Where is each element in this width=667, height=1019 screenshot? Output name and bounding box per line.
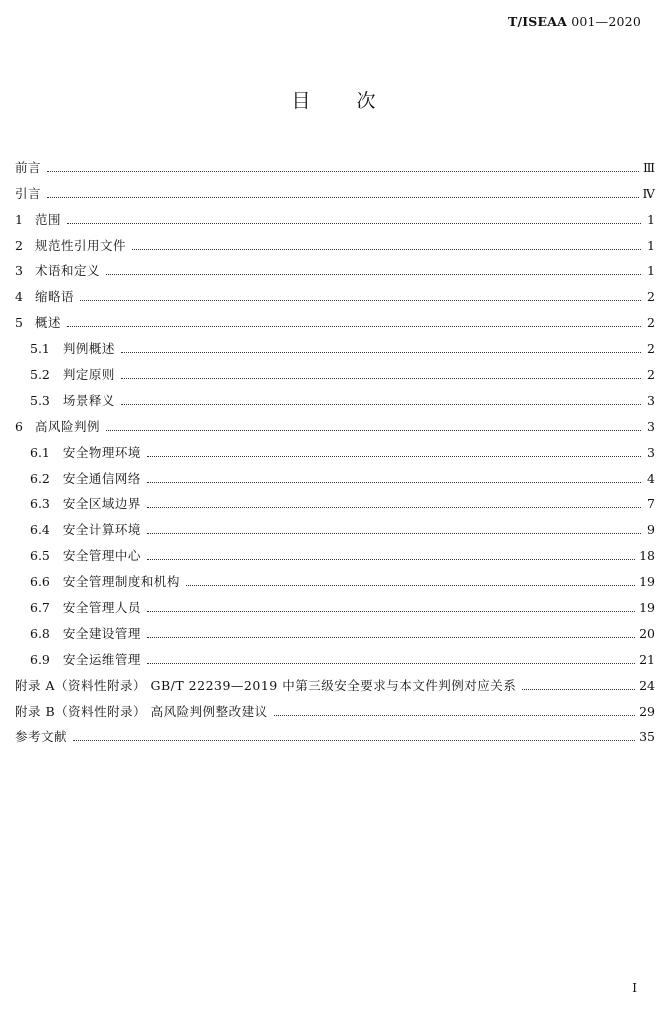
toc-entry-number: 6.4 xyxy=(30,522,50,538)
toc-leader-dots xyxy=(80,300,641,301)
toc-entry[interactable] xyxy=(15,487,655,513)
toc-entry-number: 6.8 xyxy=(30,625,50,641)
toc-entry[interactable] xyxy=(15,616,655,642)
document-code-number: 001—2020 xyxy=(567,14,641,29)
toc-leader-dots xyxy=(132,249,641,250)
toc-entry-number: 3 xyxy=(15,263,23,279)
toc-entry-page: 3 xyxy=(647,418,655,434)
toc-entry-number: 6.6 xyxy=(30,574,50,590)
toc-entry-title: 安全管理制度和机构 xyxy=(62,574,180,590)
toc-leader-dots xyxy=(67,223,641,224)
toc-entry-title: 附录 A（资料性附录） GB/T 22239—2019 中第三级安全要求与本文件判例对应关系 xyxy=(15,677,517,693)
toc-entry[interactable] xyxy=(15,538,655,564)
page-title-left: 目 xyxy=(291,90,311,112)
toc-entry-title: 概述 xyxy=(34,315,61,331)
toc-entry-title: 判定原则 xyxy=(62,367,115,383)
toc-entry[interactable] xyxy=(15,668,655,694)
toc-entry-title: 安全计算环境 xyxy=(62,522,141,538)
toc-entry-number: 6 xyxy=(15,418,23,434)
toc-entry-page: 18 xyxy=(639,548,655,564)
toc-entry[interactable] xyxy=(15,590,655,616)
toc-entry-title: 前言 xyxy=(15,159,42,175)
toc-entry-page: 1 xyxy=(647,263,655,279)
toc-entry[interactable] xyxy=(15,331,655,357)
toc-entry-title: 术语和定义 xyxy=(34,263,100,279)
toc-leader-dots xyxy=(522,689,635,690)
toc-entry[interactable] xyxy=(15,564,655,590)
toc-entry-title: 安全运维管理 xyxy=(62,651,141,667)
toc-entry-page: 19 xyxy=(639,600,655,616)
toc-entry[interactable] xyxy=(15,435,655,461)
toc-entry-page: Ⅲ xyxy=(642,159,655,175)
toc-entry[interactable] xyxy=(15,512,655,538)
toc-entry-title: 场景释义 xyxy=(62,392,115,408)
toc-entry-page: 21 xyxy=(639,651,655,667)
toc-entry-page: 4 xyxy=(647,470,655,486)
toc-leader-dots xyxy=(147,533,641,534)
toc-entry-page: Ⅳ xyxy=(642,185,655,201)
toc-entry-number: 5.3 xyxy=(30,392,50,408)
toc-entry-title: 安全区域边界 xyxy=(62,496,141,512)
toc-entry[interactable] xyxy=(15,357,655,383)
toc-entry-title: 规范性引用文件 xyxy=(34,237,126,253)
toc-leader-dots xyxy=(147,559,635,560)
toc-entry[interactable] xyxy=(15,176,655,202)
toc-leader-dots xyxy=(186,585,635,586)
toc-entry-title: 参考文献 xyxy=(15,729,68,745)
toc-entry[interactable] xyxy=(15,202,655,228)
toc-entry-number: 5 xyxy=(15,315,23,331)
toc-leader-dots xyxy=(121,352,641,353)
toc-entry-page: 9 xyxy=(647,522,655,538)
toc-entry-page: 35 xyxy=(639,729,655,745)
toc-entry-page: 20 xyxy=(639,625,655,641)
toc-entry-number: 4 xyxy=(15,289,23,305)
toc-entry-page: 1 xyxy=(647,211,655,227)
toc-leader-dots xyxy=(121,378,641,379)
toc-entry-page: 2 xyxy=(647,289,655,305)
toc-entry[interactable] xyxy=(15,383,655,409)
toc-leader-dots xyxy=(121,404,641,405)
toc-entry-page: 3 xyxy=(647,392,655,408)
toc-entry-title: 安全通信网络 xyxy=(62,470,141,486)
toc-entry[interactable] xyxy=(15,694,655,720)
toc-entry-title: 安全物理环境 xyxy=(62,444,141,460)
toc-entry-title: 安全建设管理 xyxy=(62,625,141,641)
toc-entry-number: 6.3 xyxy=(30,496,50,512)
toc-entry[interactable] xyxy=(15,228,655,254)
document-code-prefix: T/ISEAA xyxy=(507,14,568,29)
toc-leader-dots xyxy=(73,740,635,741)
toc-entry[interactable] xyxy=(15,461,655,487)
toc-entry[interactable] xyxy=(15,409,655,435)
toc-entry-page: 1 xyxy=(647,237,655,253)
toc-entry-page: 2 xyxy=(647,367,655,383)
toc-entry[interactable] xyxy=(15,150,655,176)
toc-entry[interactable] xyxy=(15,642,655,668)
document-code xyxy=(508,14,641,29)
toc-entry-number: 2 xyxy=(15,237,23,253)
toc-entry-number: 5.1 xyxy=(30,341,50,357)
toc-leader-dots xyxy=(147,637,635,638)
table-of-contents xyxy=(15,150,655,745)
toc-entry-title: 范围 xyxy=(34,211,61,227)
toc-leader-dots xyxy=(147,611,635,612)
toc-entry-page: 24 xyxy=(639,677,655,693)
page-title xyxy=(0,86,667,113)
toc-entry-number: 6.2 xyxy=(30,470,50,486)
toc-entry-title: 安全管理中心 xyxy=(62,548,141,564)
toc-entry-title: 判例概述 xyxy=(62,341,115,357)
toc-entry-number: 6.1 xyxy=(30,444,50,460)
toc-entry[interactable] xyxy=(15,254,655,280)
toc-entry-page: 7 xyxy=(647,496,655,512)
toc-leader-dots xyxy=(147,482,641,483)
toc-leader-dots xyxy=(106,430,641,431)
toc-entry-number: 6.7 xyxy=(30,600,50,616)
toc-entry-page: 2 xyxy=(647,341,655,357)
toc-entry-title: 引言 xyxy=(15,185,42,201)
toc-leader-dots xyxy=(106,274,641,275)
toc-entry-page: 2 xyxy=(647,315,655,331)
toc-leader-dots xyxy=(47,197,638,198)
toc-entry-number: 6.5 xyxy=(30,548,50,564)
toc-leader-dots xyxy=(274,715,635,716)
toc-leader-dots xyxy=(47,171,639,172)
toc-entry-page: 19 xyxy=(639,574,655,590)
toc-leader-dots xyxy=(147,507,641,508)
toc-entry[interactable] xyxy=(15,720,655,746)
toc-entry-page: 3 xyxy=(647,444,655,460)
toc-entry[interactable] xyxy=(15,305,655,331)
toc-entry-title: 缩略语 xyxy=(34,289,74,305)
toc-leader-dots xyxy=(67,326,641,327)
toc-entry-title: 安全管理人员 xyxy=(62,600,141,616)
page-number: I xyxy=(632,981,637,995)
toc-entry-title: 高风险判例 xyxy=(34,418,100,434)
toc-entry-title: 附录 B（资料性附录） 高风险判例整改建议 xyxy=(15,703,268,719)
toc-entry-number: 6.9 xyxy=(30,651,50,667)
toc-leader-dots xyxy=(147,456,641,457)
toc-entry-page: 29 xyxy=(639,703,655,719)
toc-entry-number: 1 xyxy=(15,211,23,227)
page-title-right: 次 xyxy=(356,90,376,112)
toc-leader-dots xyxy=(147,663,635,664)
toc-entry-number: 5.2 xyxy=(30,367,50,383)
toc-entry[interactable] xyxy=(15,279,655,305)
